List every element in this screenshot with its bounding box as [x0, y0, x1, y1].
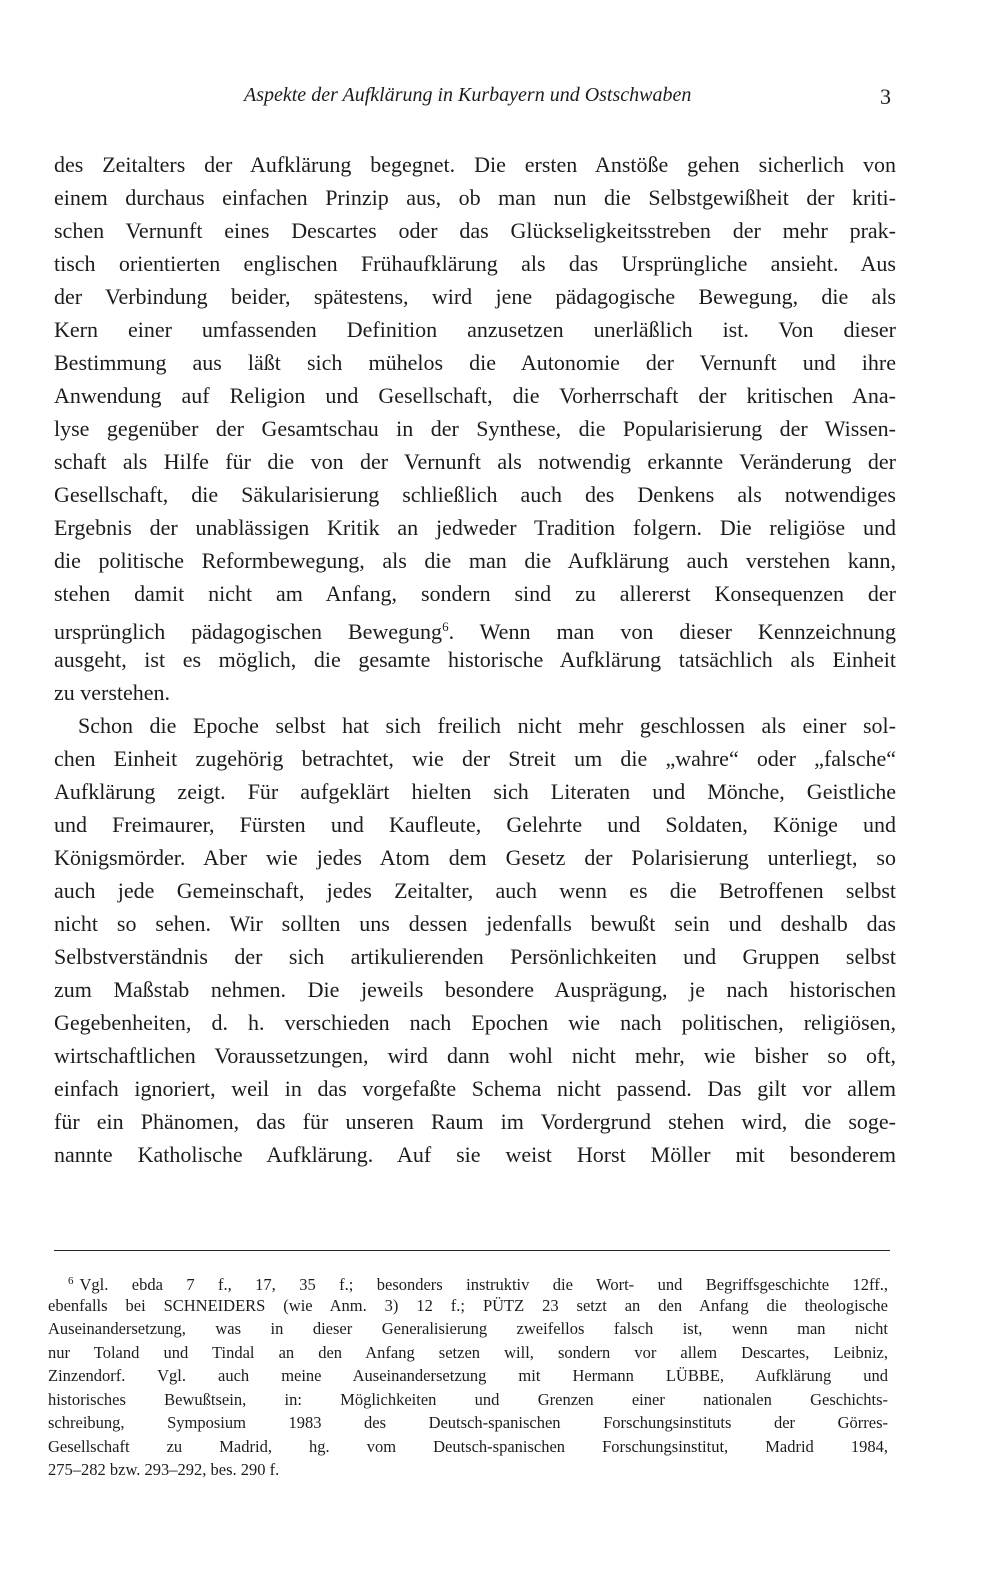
text-segment: . Wenn man von dieser Kennzeichnung	[448, 619, 896, 644]
text-line: zum Maßstab nehmen. Die jeweils besondere Ausprägung, je nach historischen	[54, 977, 896, 1002]
text-line: ausgeht, ist es möglich, die gesamte historische Aufklärung tatsächlich als Einheit	[54, 647, 896, 672]
text-line: des Zeitalters der Aufklärung begegnet. Die ersten Anstöße gehen sicherlich von	[54, 152, 896, 177]
text-line: zu verstehen.	[54, 680, 171, 705]
footnote-reference: 6	[442, 619, 449, 634]
footnote-line: ebenfalls bei SCHNEIDERS (wie Anm. 3) 12 f.; PÜTZ 23 setzt an den Anfang die theologische	[48, 1295, 888, 1315]
text-line: Gegebenheiten, d. h. verschieden nach Epochen wie nach politischen, religiösen,	[54, 1010, 896, 1035]
main-text	[54, 148, 896, 1171]
footnote-marker: 6	[68, 1275, 74, 1287]
text-line-with-footnote-ref	[54, 610, 896, 643]
text-line: für ein Phänomen, das für unseren Raum im Vordergrund stehen wird, die soge-	[54, 1109, 896, 1134]
text-line: nicht so sehen. Wir sollten uns dessen jedenfalls bewußt sein und deshalb das	[54, 911, 896, 936]
text-line: stehen damit nicht am Anfang, sondern sind zu allererst Konsequenzen der	[54, 581, 896, 606]
paragraph-start-line: Schon die Epoche selbst hat sich freilich nicht mehr geschlossen als einer sol-	[78, 713, 896, 738]
footnote-6	[48, 1270, 888, 1482]
text-line: Bestimmung aus läßt sich mühelos die Autonomie der Vernunft und ihre	[54, 350, 896, 375]
text-segment: ursprünglich pädagogischen Bewegung	[54, 619, 443, 644]
footnote-line: Gesellschaft zu Madrid, hg. vom Deutsch-spanischen Forschungsinstitut, Madrid 1984,	[48, 1436, 888, 1456]
text-line: wirtschaftlichen Voraussetzungen, wird dann wohl nicht mehr, wie bisher so oft,	[54, 1043, 896, 1068]
text-line: chen Einheit zugehörig betrachtet, wie der Streit um die „wahre“ oder „falsche“	[54, 746, 896, 771]
footnote-line: schreibung, Symposium 1983 des Deutsch-spanischen Forschungsinstituts der Görres-	[48, 1413, 888, 1432]
text-line: Gesellschaft, die Säkularisierung schließlich auch des Denkens als notwendiges	[54, 482, 896, 507]
text-line: die politische Reformbewegung, als die man die Aufklärung auch verstehen kann,	[54, 548, 896, 573]
footnote-line: Auseinandersetzung, was in dieser Generalisierung zweifellos falsch ist, wenn man nicht	[48, 1319, 888, 1338]
footnote-line: historisches Bewußtsein, in: Möglichkeiten und Grenzen einer nationalen Geschichts-	[48, 1389, 888, 1409]
text-line: nannte Katholische Aufklärung. Auf sie weist Horst Möller mit besonderem	[54, 1142, 896, 1167]
text-line: der Verbindung beider, spätestens, wird jene pädagogische Bewegung, die als	[54, 284, 896, 309]
text-line: Ergebnis der unablässigen Kritik an jedweder Tradition folgern. Die religiöse und	[54, 515, 896, 540]
text-line: und Freimaurer, Fürsten und Kaufleute, Gelehrte und Soldaten, Könige und	[54, 812, 896, 837]
text-line: lyse gegenüber der Gesamtschau in der Synthese, die Popularisierung der Wissen-	[54, 416, 896, 441]
footnote-line: Zinzendorf. Vgl. auch meine Auseinandersetzung mit Hermann LÜBBE, Aufklärung und	[48, 1366, 888, 1385]
text-line: einem durchaus einfachen Prinzip aus, ob man nun die Selbstgewißheit der kriti-	[54, 185, 896, 210]
text-line: Anwendung auf Religion und Gesellschaft, die Vorherrschaft der kritischen Ana-	[54, 383, 896, 408]
footnote-line: nur Toland und Tindal an den Anfang setzen will, sondern vor allem Descartes, Leibniz,	[48, 1342, 888, 1362]
page-number: 3	[880, 84, 891, 109]
text-line: Selbstverständnis der sich artikulierenden Persönlichkeiten und Gruppen selbst	[54, 944, 896, 969]
text-line: Kern einer umfassenden Definition anzusetzen unerläßlich ist. Von dieser	[54, 317, 896, 342]
text-line: schaft als Hilfe für die von der Vernunft als notwendig erkannte Veränderung der	[54, 449, 896, 474]
footnote-first-line	[48, 1270, 888, 1294]
text-line: schen Vernunft eines Descartes oder das Glückseligkeitsstreben der mehr prak-	[54, 218, 896, 243]
footnote-text: Vgl. ebda 7 f., 17, 35 f.; besonders instruktiv die Wort- und Begriffsgeschichte 12ff.,	[79, 1275, 888, 1294]
text-line: tisch orientierten englischen Frühaufklärung als das Ursprüngliche ansieht. Aus	[54, 251, 896, 276]
text-line: einfach ignoriert, weil in das vorgefaßte Schema nicht passend. Das gilt vor allem	[54, 1076, 896, 1101]
text-line: Aufklärung zeigt. Für aufgeklärt hielten sich Literaten und Mönche, Geistliche	[54, 779, 896, 804]
running-title: Aspekte der Aufklärung in Kurbayern und Ostschwaben	[244, 84, 692, 106]
text-line: auch jede Gemeinschaft, jedes Zeitalter, auch wenn es die Betroffenen selbst	[54, 878, 896, 903]
text-line: Königsmörder. Aber wie jedes Atom dem Gesetz der Polarisierung unterliegt, so	[54, 845, 896, 870]
footnote-divider	[54, 1250, 890, 1251]
page-header	[0, 84, 1000, 114]
footnote-line: 275–282 bzw. 293–292, bes. 290 f.	[48, 1460, 280, 1479]
